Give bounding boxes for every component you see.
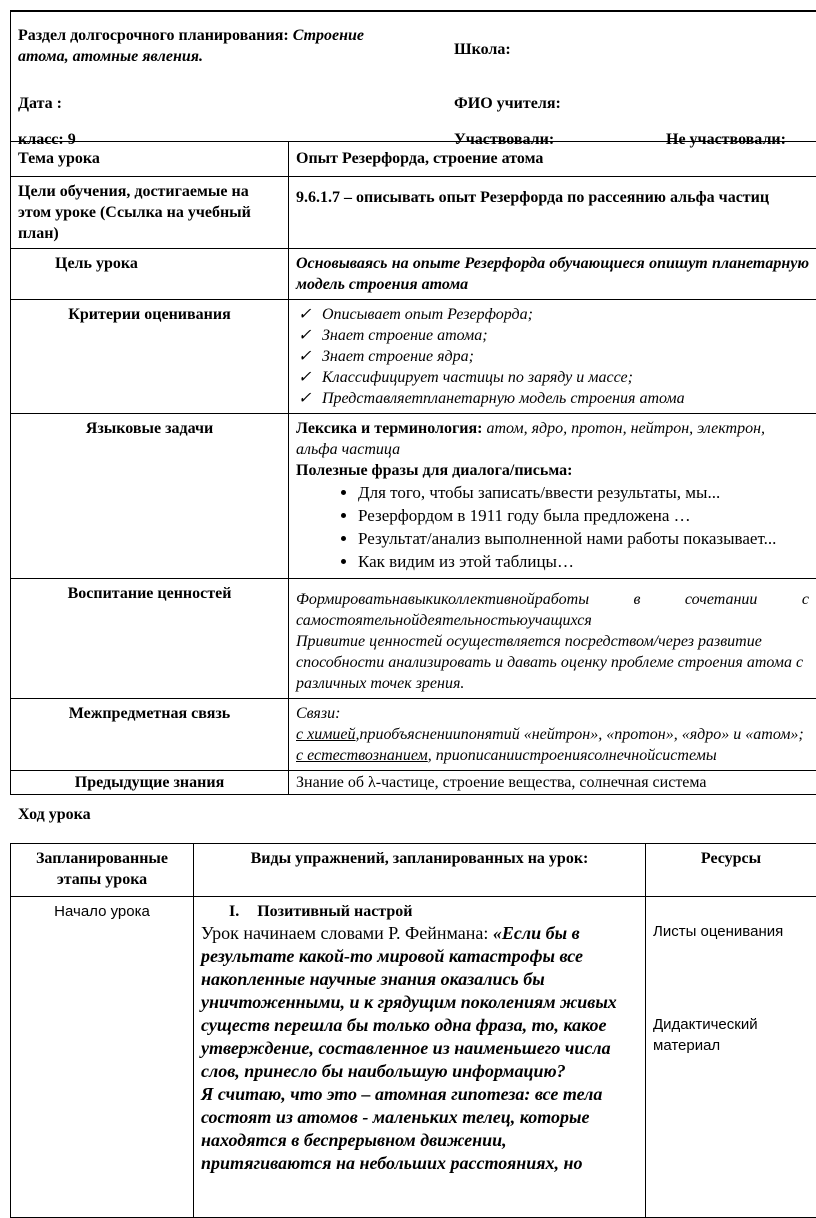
language-row bbox=[11, 414, 816, 579]
exercises-header: Виды упражнений, запланированных на урок: bbox=[194, 844, 646, 897]
goal-row bbox=[11, 249, 816, 300]
nature-link: с естествознанием, приописаниистроениясолнечнойсистемы bbox=[296, 745, 809, 766]
criteria-label: Критерии оценивания bbox=[11, 300, 289, 414]
criteria-item: ✓ Представляетпланетарную модель строения атома bbox=[296, 388, 809, 409]
vocabulary: Лексика и терминология: атом, ядро, протон, нейтрон, электрон, альфа частица bbox=[296, 418, 809, 460]
stage-cell: Начало урока bbox=[11, 897, 194, 1218]
resource-didactic: Дидактический материал bbox=[653, 1014, 809, 1056]
objectives-label: Цели обучения, достигаемые на этом уроке (Ссылка на учебный план) bbox=[11, 177, 289, 249]
date-label: Дата : bbox=[18, 93, 62, 114]
quote-block bbox=[201, 922, 638, 1083]
check-icon: ✓ bbox=[298, 325, 311, 346]
check-icon: ✓ bbox=[298, 388, 311, 409]
topic-label: Тема урока bbox=[11, 142, 289, 177]
resources-header: Ресурсы bbox=[646, 844, 816, 897]
check-icon: ✓ bbox=[298, 367, 311, 388]
lesson-plan-table bbox=[10, 10, 816, 795]
section-title: Позитивный настрой bbox=[257, 903, 412, 920]
answer-text: Я считаю, что это – атомная гипотеза: все тела состоят из атомов - маленьких телец, которые находятся в беспрерывном движении, притягиваются на небольших расстояниях, но bbox=[201, 1083, 638, 1175]
topic-value: Опыт Резерфорда, строение атома bbox=[289, 142, 816, 177]
language-label: Языковые задачи bbox=[11, 414, 289, 579]
section-number: I. bbox=[229, 903, 239, 920]
quote-text: «Если бы в результате какой-то мировой катастрофы все накопленные научные знания оказались бы уничтоженными, и к грядущим поколениям живых существ перешла бы только одна фраза, то, какое утверждение, составленное из наименьшего числа слов, принесло бы наибольшую информацию? bbox=[201, 923, 617, 1081]
phrases-list bbox=[296, 482, 809, 573]
previous-value: Знание об λ-частице, строение вещества, солнечная система bbox=[289, 771, 816, 795]
teacher-label: ФИО учителя: bbox=[454, 93, 561, 114]
check-icon: ✓ bbox=[298, 304, 311, 325]
interdisciplinary-row bbox=[11, 699, 816, 771]
lesson-flow-table bbox=[10, 843, 816, 1218]
phrases-label: Полезные фразы для диалога/письма: bbox=[296, 460, 809, 481]
section-label: Раздел долгосрочного планирования: bbox=[18, 27, 289, 44]
links-intro: Связи: bbox=[296, 703, 809, 724]
stages-header: Запланированные этапы урока bbox=[11, 844, 194, 897]
objectives-row bbox=[11, 177, 816, 249]
objectives-value: 9.6.1.7 – описывать опыт Резерфорда по рассеянию альфа частиц bbox=[289, 177, 816, 249]
goal-label: Цель урока bbox=[11, 249, 289, 300]
phrase-item: • Резерфордом в 1911 году была предложена … bbox=[358, 505, 809, 527]
header-row bbox=[11, 11, 816, 142]
section-topic: Строение атома, атомные явления. bbox=[18, 27, 364, 65]
criteria-item: ✓ Знает строение ядра; bbox=[296, 346, 809, 367]
chemistry-link: с химией,приобъяснениипонятий «нейтрон», «протон», «ядро» и «атом»; bbox=[296, 724, 809, 745]
class-label: класс: 9 bbox=[18, 129, 76, 150]
plan-header-row bbox=[11, 844, 816, 897]
previous-row bbox=[11, 771, 816, 795]
school-label: Школа: bbox=[454, 39, 511, 60]
values-row bbox=[11, 579, 816, 699]
present-label: Участвовали: bbox=[454, 129, 554, 150]
goal-value: Основываясь на опыте Резерфорда обучающиеся опишут планетарную модель строения атома bbox=[289, 249, 816, 300]
values-label: Воспитание ценностей bbox=[11, 579, 289, 699]
previous-label: Предыдущие знания bbox=[11, 771, 289, 795]
quote-intro: Урок начинаем словами Р. Фейнмана: bbox=[201, 923, 493, 943]
check-icon: ✓ bbox=[298, 346, 311, 367]
values-line1: Формироватьнавыкиколлективнойработы в сочетании с самостоятельнойдеятельностьюучащихся bbox=[296, 583, 809, 631]
phrase-item: • Для того, чтобы записать/ввести результаты, мы... bbox=[358, 482, 809, 504]
header-block bbox=[18, 25, 809, 135]
plan-row bbox=[11, 897, 816, 1218]
criteria-row bbox=[11, 300, 816, 414]
phrase-item: • Как видим из этой таблицы… bbox=[358, 551, 809, 573]
lesson-flow-title: Ход урока bbox=[18, 806, 91, 824]
absent-label: Не участвовали: bbox=[666, 129, 786, 150]
resource-assessment-sheets: Листы оценивания bbox=[653, 921, 809, 942]
section-heading bbox=[201, 901, 638, 922]
criteria-item: ✓ Описывает опыт Резерфорда; bbox=[296, 304, 809, 325]
interdisciplinary-label: Межпредметная связь bbox=[11, 699, 289, 771]
criteria-item: ✓ Классифицирует частицы по заряду и массе; bbox=[296, 367, 809, 388]
criteria-list bbox=[296, 304, 809, 409]
phrase-item: • Результат/анализ выполненной нами работы показывает... bbox=[358, 528, 809, 550]
criteria-item: ✓ Знает строение атома; bbox=[296, 325, 809, 346]
values-line2: Привитие ценностей осуществляется посредством/через развитие способности анализировать и давать оценку проблеме строения атома с различных точек зрения. bbox=[296, 631, 809, 694]
